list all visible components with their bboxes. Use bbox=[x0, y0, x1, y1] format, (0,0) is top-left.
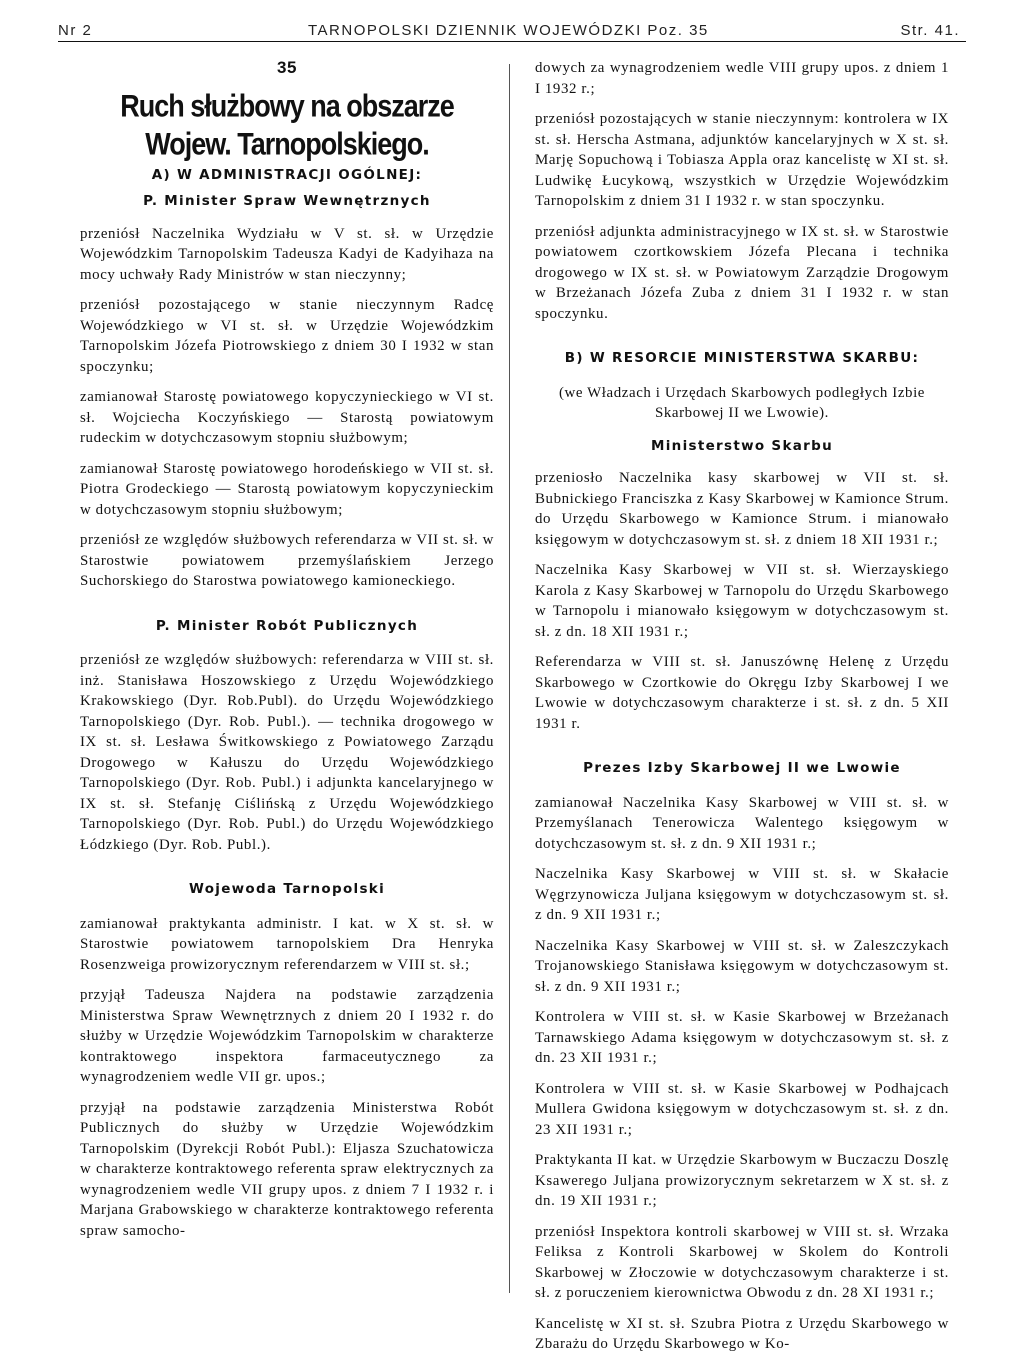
paragraph: Kancelistę w XI st. sł. Szubra Piotra z Urzędu Skarbowego w Zbarażu do Urzędu Skarbowego w Ko- bbox=[535, 1315, 949, 1352]
voivode-heading: Wojewoda Tarnopolski bbox=[188, 881, 385, 897]
paragraph: Referendarza w VIII st. sł. Januszównę Helenę z Urzędu Skarbowego w Czortkowie do Okręgu Izby Skarbowej I we Lwowie w dotychczasowym charakterze i st. sł. z dn. 5 XII 1931 r. bbox=[535, 654, 949, 732]
page-number: Str. 41. bbox=[900, 22, 960, 39]
paragraph: zamianował praktykanta administr. I kat. w X st. sł. w Starostwie powiatowem tarnopolskiem Dra Henryka Rosenzweiga prowizorycznym referendarzem w VIII st. sł.; bbox=[80, 915, 494, 973]
paragraph: zamianował Starostę powiatowego horodeńskiego w VII st. sł. Piotra Grodeckiego — Starostą powiatowym kopyczynieckim w dotychczasowym stopniu służbowym; bbox=[80, 460, 494, 518]
paragraph: przeniósł Naczelnika Wydziału w V st. sł. w Urzędzie Wojewódzkim Tarnopolskim Tadeusza Kadyi de Kadyihaza na mocy uchwały Rady Ministrów w stan nieczynny; bbox=[80, 225, 494, 283]
paragraph: przyjął Tadeusza Najdera na podstawie zarządzenia Ministerstwa Spraw Wewnętrznych z dniem 20 I 1932 r. do służby w Urzędzie Wojewódzkim Tarnopolskim w charakterze kontraktowego inspektora farmaceutycznego za wynagrodzeniem wedle VII gr. upos.; bbox=[80, 987, 494, 1085]
paragraph: Naczelnika Kasy Skarbowej w VIII st. sł. w Skałacie Węgrzynowicza Juljana księgowym w dotychczasowym st. sł. z dn. 9 XII 1931 r.; bbox=[535, 866, 949, 923]
president-treasury-heading: Prezes Izby Skarbowej II we Lwowie bbox=[583, 760, 901, 776]
paragraph: Kontrolera w VIII st. sł. w Kasie Skarbowej w Brzeżanach Tarnawskiego Adama księgowym w dotychczasowym st. sł. z dn. 23 XII 1931 r.; bbox=[535, 1009, 949, 1066]
paragraph: Praktykanta II kat. w Urzędzie Skarbowym w Buczaczu Doszlę Ksawerego Juljana prowizorycznym sekretarzem w X st. sł. z dn. 19 XII 1931 r.; bbox=[535, 1152, 949, 1209]
column-divider bbox=[509, 64, 510, 1293]
issue-number: Nr 2 bbox=[58, 22, 93, 39]
ministry-treasury-heading: Ministerstwo Skarbu bbox=[651, 437, 833, 454]
journal-title: TARNOPOLSKI DZIENNIK WOJEWÓDZKI Poz. 35 bbox=[308, 22, 709, 39]
paragraph: zamianował Starostę powiatowego kopyczynieckiego w VI st. sł. Wojciecha Koczyńskiego — Starostą powiatowym rudeckim w dotychczasowym stopniu służbowym; bbox=[80, 389, 494, 446]
paragraph: Naczelnika Kasy Skarbowej w VII st. sł. Wierzayskiego Karola z Kasy Skarbowej w Tarnopolu do Urzędu Skarbowego w Tarnopolu i mianowało księgowym w dotychczasowym st. sł. z dn. 18 XII 1931 r.; bbox=[535, 562, 949, 640]
paragraph: dowych za wynagrodzeniem wedle VIII grupy upos. z dniem 1 I 1932 r.; bbox=[535, 60, 949, 97]
paragraph: (we Władzach i Urzędach Skarbowych podległych Izbie Skarbowej II we Lwowie). bbox=[558, 384, 926, 421]
paragraph: przeniósł Inspektora kontroli skarbowej w VIII st. sł. Wrzaka Feliksa z Kontroli Skarbowej w Skolem do Kontroli Skarbowej w Złoczowie w dotychczasowym charakterze i st. sł. z poruczeniem kierownictwa Obwodu z dn. 28 XI 1931 r.; bbox=[535, 1223, 949, 1301]
paragraph: przeniósł ze względów służbowych: referendarza w VIII st. sł. inż. Stanisława Hoszowskiego z Urzędu Wojewódzkiego Krakowskiego (Dyr. Rob.Publ). do Urzędu Wojewódzkiego Tarnopolskiego (Dyr. Rob. Publ.). — technika drogowego w IX st. sł. Lesława Świtkowskiego z Powiatowego Zarządu Drogowego w Kałuszu do Urzędu Wojewódzkiego Tarnopolskiego (Dyr. Rob. Publ.) i adjunkta kancelaryjnego w IX st. sł. Stefanję Ciślińską z Urzędu Wojewódzkiego Tarnopolskiego (Dyr. Rob. Publ.) do Urzędu Wojewódzkiego Łódzkiego (Dyr. Rob. Publ.). bbox=[80, 652, 494, 853]
right-column bbox=[535, 58, 949, 1355]
minister-public-works-heading: P. Minister Robót Publicznych bbox=[155, 617, 419, 634]
article-title: Ruch służbowy na obszarze Wojew. Tarnopolskiego. bbox=[120, 87, 454, 161]
paragraph: przeniósł pozostających w stanie nieczynnym: kontrolera w IX st. sł. Herscha Astmana, adjunktów kancelaryjnych w X st. sł. Marję Sopuchową i Tobiasza Appla oraz kancelistę w XI st. sł. Ludwikę Łucykową, wszystkich w Urzędzie Wojewódzkim Tarnopolskim z dniem 31 I 1932 r. w stan spoczynku. bbox=[535, 111, 949, 209]
minister-interior-heading: P. Minister Spraw Wewnętrznych bbox=[143, 193, 431, 209]
paragraph: zamianował Naczelnika Kasy Skarbowej w VIII st. sł. w Przemyślanach Tenerowicza Walentego księgowym w dotychczasowym st. sł. z dn. 9 XII 1931 r.; bbox=[535, 794, 949, 852]
item-number: 35 bbox=[276, 58, 298, 77]
running-header bbox=[58, 22, 966, 42]
paragraph: Kontrolera w VIII st. sł. w Kasie Skarbowej w Podhajcach Mullera Gwidona księgowym w dotychczasowym st. sł. z dn. 23 XII 1931 r.; bbox=[535, 1080, 949, 1138]
paragraph: przeniosło Naczelnika kasy skarbowej w VII st. sł. Bubnickiego Franciszka z Kasy Skarbowej w Kamionce Strum. do Urzędu Skarbowego w Kamionce Strum. i mianowało księgowym w dotychczasowym st. sł. z dniem 18 XII 1931 r.; bbox=[535, 470, 949, 548]
paragraph: Naczelnika Kasy Skarbowej w VIII st. sł. w Zaleszczykach Trojanowskiego Stanisława księgowym w dotychczasowym st. sł. z dn. 9 XII 1931 r.; bbox=[535, 937, 949, 995]
left-column bbox=[80, 58, 494, 1241]
paragraph: przeniósł ze względów służbowych referendarza w VII st. sł. w Starostwie powiatowem przemyślańskiem Jerzego Suchorskiego do Starostwa powiatowego kamioneckiego. bbox=[80, 532, 494, 589]
section-a-heading: A) W ADMINISTRACJI OGÓLNEJ: bbox=[151, 166, 423, 183]
header-rule bbox=[58, 41, 966, 42]
paragraph: przeniósł pozostającego w stanie nieczynnym Radcę Wojewódzkiego w VI st. sł. w Urzędzie Wojewódzkim Tarnopolskim Józefa Piotrowskiego z dniem 30 I 1932 w stan spoczynku; bbox=[80, 297, 494, 375]
paragraph: przyjął na podstawie zarządzenia Ministerstwa Robót Publicznych do służby w Urzędzie Wojewódzkim Tarnopolskim (Dyrekcji Robót Publ.): Eljasza Szuchatowicza w charakterze kontraktowego referenta spraw elektrycznych za wynagrodzeniem wedle VII grupy upos. z dniem 7 I 1932 r. i Marjana Grabowskiego w charakterze kontraktowego referenta spraw samocho- bbox=[80, 1099, 494, 1239]
section-b-heading: B) W RESORCIE MINISTERSTWA SKARBU: bbox=[564, 350, 920, 366]
paragraph: przeniósł adjunkta administracyjnego w IX st. sł. w Starostwie powiatowem czortkowskiem Józefa Plecana i technika drogowego w IX st. sł. w Powiatowym Zarządzie Drogowym w Brzeżanach Józefa Zuba z dniem 31 I 1932 r. w stan spoczynku. bbox=[535, 223, 949, 322]
